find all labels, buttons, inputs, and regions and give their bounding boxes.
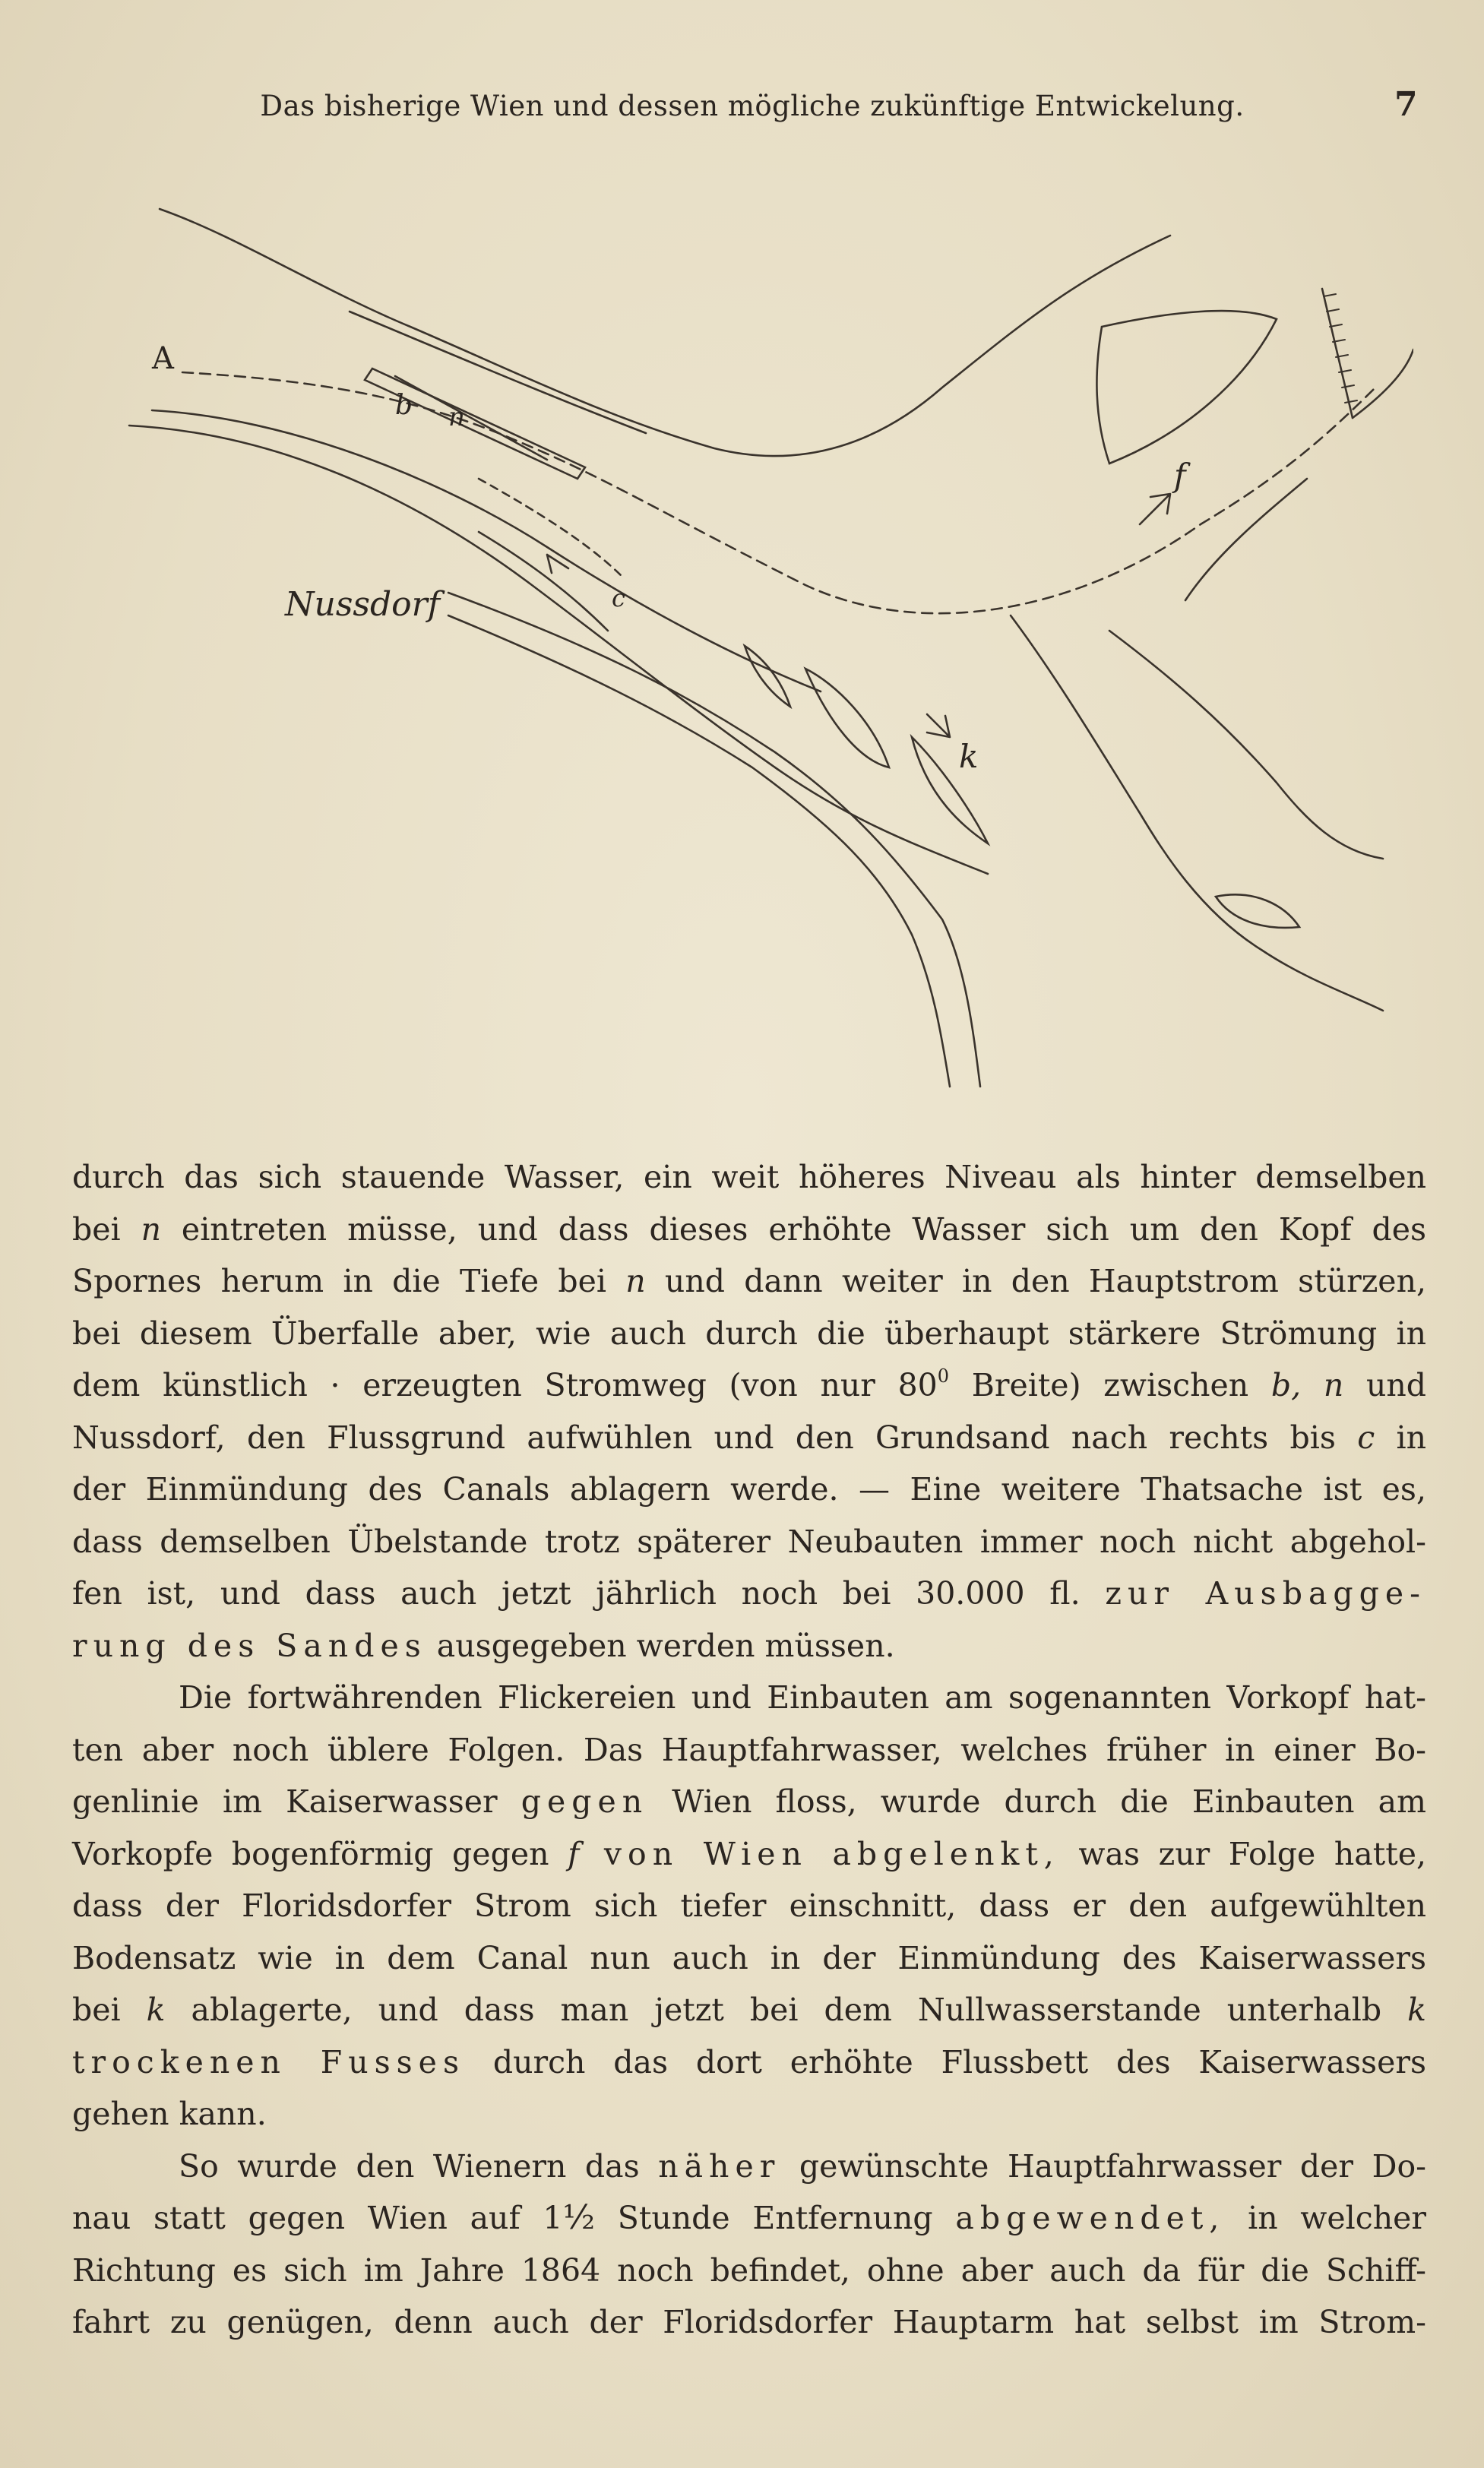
arrow-to-f (1140, 494, 1170, 524)
text-line: rung des Sandes ausgegeben werden müssen. (72, 1627, 895, 1664)
label-n: n (448, 402, 465, 432)
body-text (72, 1151, 1426, 2349)
river-bank-upper (160, 209, 1170, 456)
text-line: Nussdorf, den Flussgrund aufwühlen und den Grundsand nach rechts bis c in (72, 1419, 1427, 1456)
main-stream-left (129, 426, 988, 874)
river-map-figure (122, 190, 1413, 1102)
text-line: fen ist, und dass auch jetzt jährlich noch bei 30.000 fl. zur Ausbagge- (72, 1575, 1426, 1612)
right-bank-island (1216, 894, 1299, 928)
text-line: durch das sich stauende Wasser, ein weit höheres Niveau als hinter demselben (72, 1159, 1426, 1195)
hatched-bank (1322, 289, 1353, 418)
running-header: Das bisherige Wien und dessen mögliche zukünftige Entwickelung. (260, 90, 1245, 122)
label-c: c (612, 584, 625, 612)
nussdorf-channel-upper (448, 593, 980, 1087)
text-line: fahrt zu genügen, denn auch der Floridsdorfer Hauptarm hat selbst im Strom- (72, 2304, 1426, 2340)
text-line: nau statt gegen Wien auf 1½ Stunde Entfernung abgewendet, in welcher (72, 2198, 1426, 2237)
island-center (805, 669, 889, 767)
page-number: 7 (1394, 85, 1418, 124)
label-f: f (1174, 457, 1186, 494)
text-line: ten aber noch üblere Folgen. Das Hauptfahrwasser, welches früher in einer Bo- (72, 1731, 1426, 1768)
river-bank-upper-inner (350, 312, 646, 433)
right-bank-top (1353, 350, 1413, 418)
text-line: Richtung es sich im Jahre 1864 noch befindet, ohne aber auch da für die Schiff- (72, 2251, 1426, 2289)
text-line: dem künstlich · erzeugten Stromweg (von nur $80^0$ Breite) zwischen b, n und (72, 1365, 1427, 1403)
text-line: dass der Floridsdorfer Strom sich tiefer einschnitt, dass er den aufgewühlten (72, 1887, 1426, 1924)
text-line: bei k ablagerte, und dass man jetzt bei dem Nullwasserstande unterhalb k (72, 1992, 1426, 2028)
text-line: Bodensatz wie in dem Canal nun auch in der Einmündung des Kaiserwassers (72, 1939, 1426, 1976)
text-line: der Einmündung des Canals ablagern werde. — Eine weitere Thatsache ist es, (72, 1471, 1426, 1508)
text-line: trockenen Fusses durch das dort erhöhte Flussbett des Kaiserwassers (72, 2043, 1426, 2080)
label-nussdorf: Nussdorf (285, 585, 440, 624)
nussdorf-channel-lower (448, 615, 950, 1087)
text-line: So wurde den Wienern das näher gewünschte Hauptfahrwasser der Do- (179, 2147, 1426, 2185)
text-line: bei diesem Überfalle aber, wie auch durch die überhaupt stärkere Strömung in (72, 1315, 1426, 1352)
dashed-channel-a (182, 372, 1375, 613)
hatched-bank-ticks (1324, 294, 1357, 403)
arrow-to-k (927, 714, 950, 737)
spur-b-n-inner (395, 376, 547, 460)
text-line: genlinie im Kaiserwasser gegen Wien floss, wurde durch die Einbauten am (72, 1783, 1426, 1820)
text-line: gehen kann. (72, 2096, 267, 2132)
text-line: dass demselben Übelstande trotz späterer Neubauten immer noch nicht abgehol- (72, 1523, 1426, 1560)
text-line: Die fortwährenden Flickereien und Einbauten am sogenannten Vorkopf hat- (179, 1679, 1426, 1716)
text-line: Spornes herum in die Tiefe bei n und dann weiter in den Hauptstrom stürzen, (72, 1263, 1427, 1299)
text-line: Vorkopfe bogenförmig gegen f von Wien abgelenkt, was zur Folge hatte, (72, 1835, 1426, 1872)
river-map-svg (122, 190, 1413, 1102)
label-a: A (152, 341, 174, 376)
main-stream-right (152, 410, 821, 691)
island-upper-right (1096, 311, 1277, 464)
label-k: k (959, 738, 979, 775)
label-b: b (395, 390, 413, 421)
right-bank-lower (1109, 631, 1383, 859)
right-bank-mid (1011, 615, 1383, 1011)
right-bank-arm (1185, 479, 1307, 600)
text-line: bei n eintreten müsse, und dass dieses erhöhte Wasser sich um den Kopf des (72, 1210, 1426, 1248)
